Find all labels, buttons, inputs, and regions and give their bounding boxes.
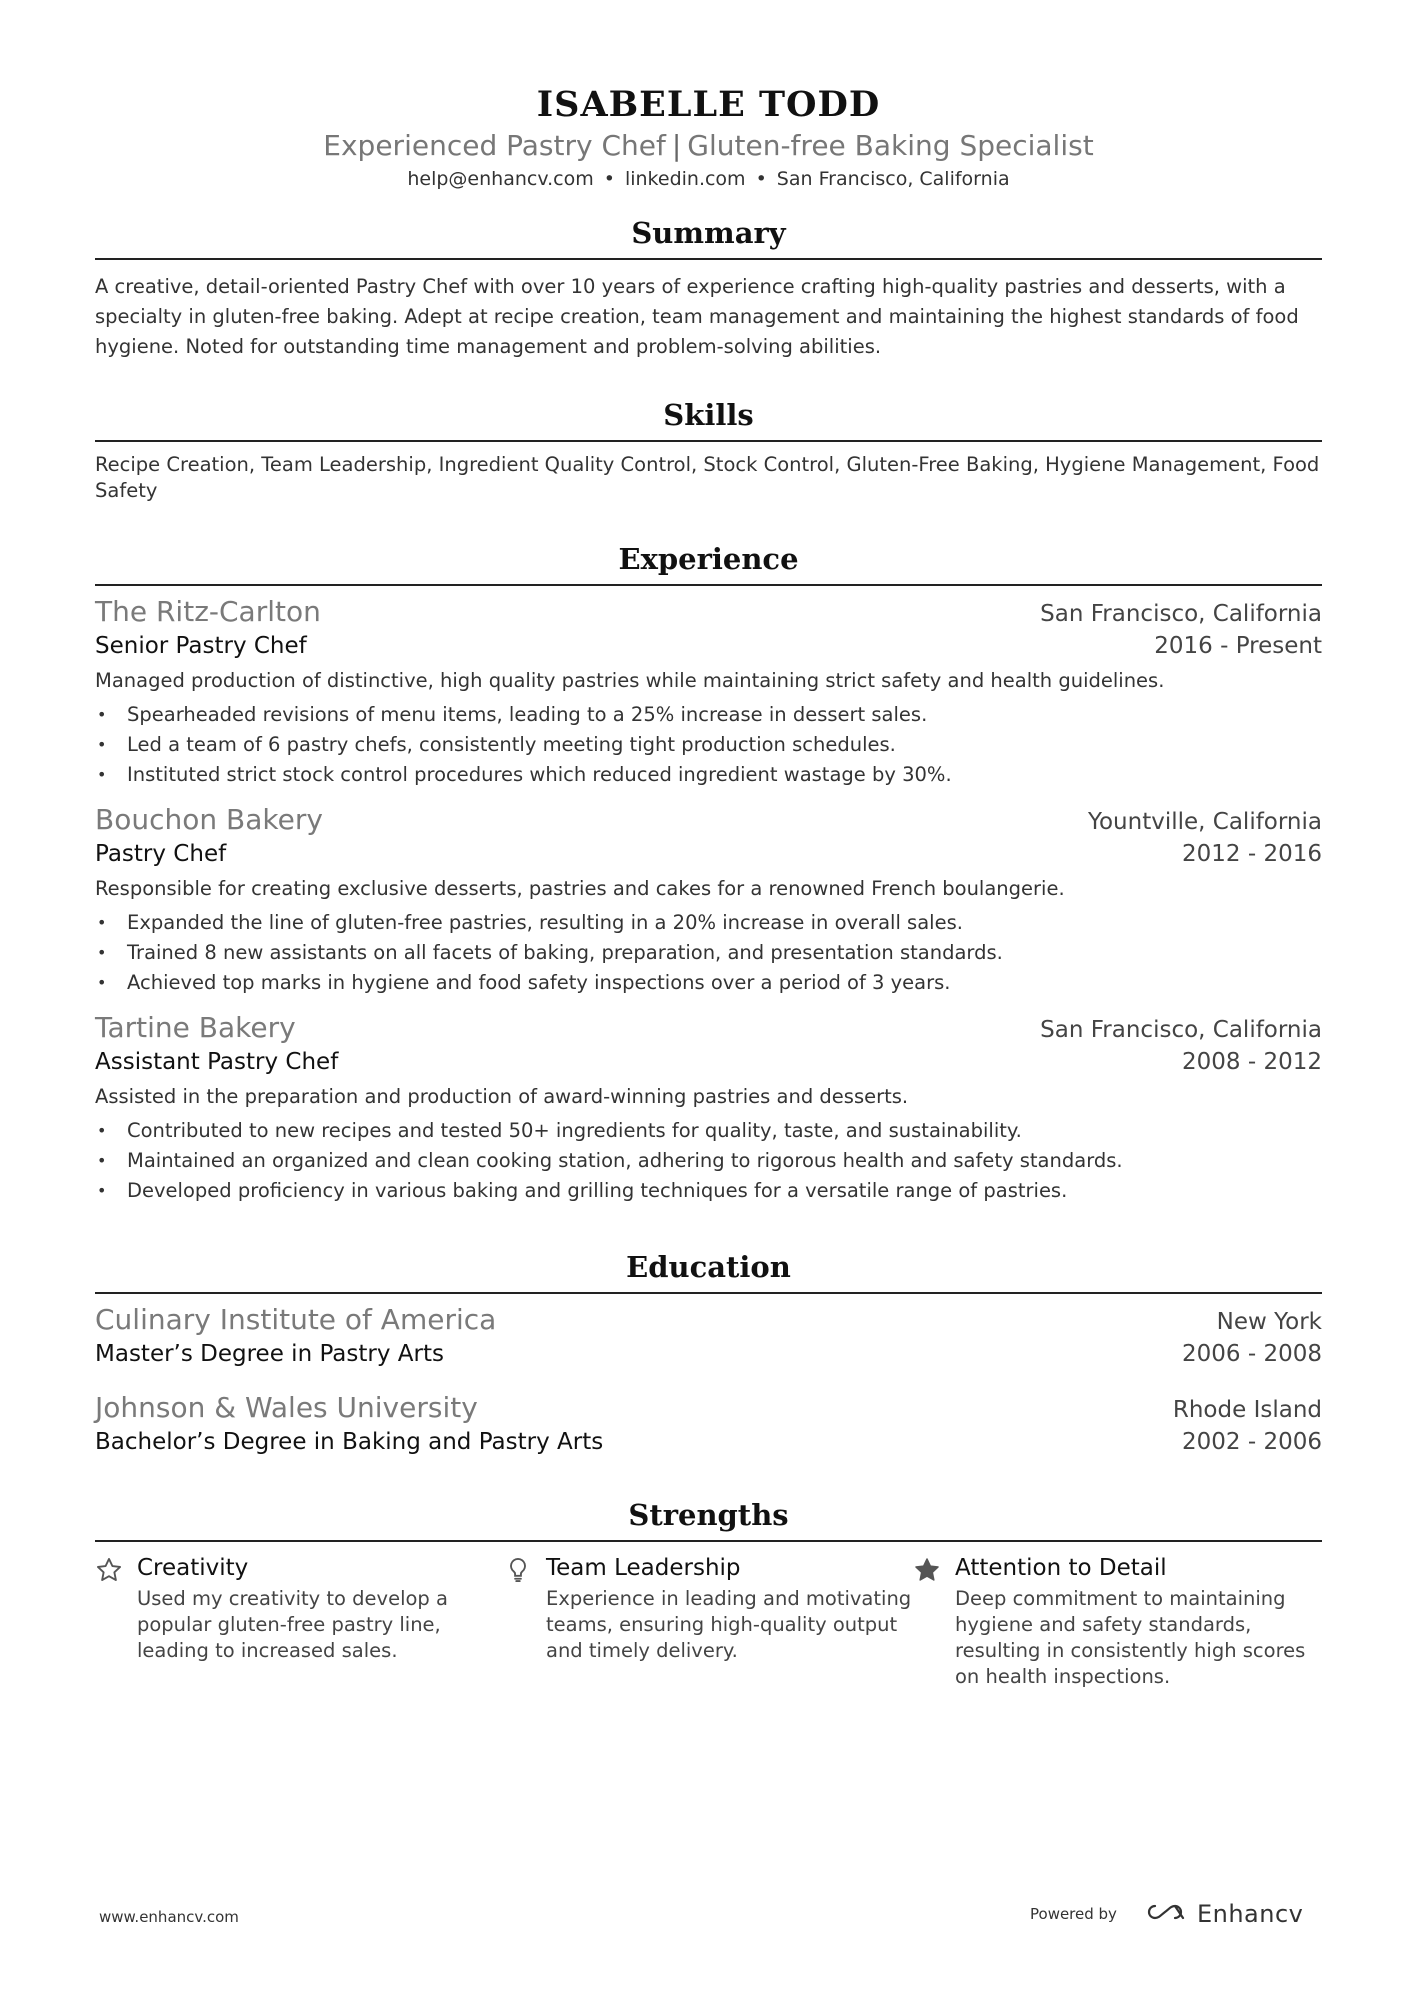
strengths-section <box>95 1496 1322 1690</box>
job-bullet: • Trained 8 new assistants on all facets of baking, preparation, and presentation standards. <box>95 938 1322 968</box>
skills-section <box>95 396 1322 504</box>
job-bullet: • Achieved top marks in hygiene and food safety inspections over a period of 3 years. <box>95 968 1322 998</box>
summary-section <box>95 214 1322 362</box>
section-title-experience: Experience <box>618 542 799 576</box>
strength-description: Deep commitment to maintaining hygiene and safety standards, resulting in consistently high scores on health inspections. <box>955 1587 1306 1688</box>
title-secondary: Gluten-free Baking Specialist <box>687 129 1094 162</box>
education-section <box>95 1248 1322 1458</box>
job-bullets <box>95 700 1322 790</box>
education-dates: 2002 - 2006 <box>1182 1429 1322 1455</box>
education-entry <box>95 1390 1322 1458</box>
degree-name: Master’s Degree in Pastry Arts <box>95 1341 444 1367</box>
job-bullet: • Spearheaded revisions of menu items, leading to a 25% increase in dessert sales. <box>95 700 1322 730</box>
school-name: Culinary Institute of America <box>95 1303 497 1336</box>
job-description: Managed production of distinctive, high quality pastries while maintaining strict safety and health guidelines. <box>95 669 1165 692</box>
job-dates: 2008 - 2012 <box>1182 1049 1322 1075</box>
job-location: San Francisco, California <box>1040 1017 1322 1043</box>
contact-location: San Francisco, California <box>776 168 1010 190</box>
contact-email[interactable]: help@enhancv.com <box>407 168 594 190</box>
job-bullet: • Maintained an organized and clean cooking station, adhering to rigorous health and safety standards. <box>95 1146 1322 1176</box>
contact-line <box>95 166 1322 192</box>
section-divider <box>95 258 1322 260</box>
resume-page <box>95 0 1322 1690</box>
footer-branding <box>1030 1900 1303 1928</box>
job-bullet: • Contributed to new recipes and tested 50+ ingredients for quality, taste, and sustainability. <box>95 1116 1322 1146</box>
company-name: Tartine Bakery <box>95 1011 296 1044</box>
skills-text: Recipe Creation, Team Leadership, Ingredient Quality Control, Stock Control, Gluten-Free Baking, Hygiene Management, Food Safety <box>95 453 1320 502</box>
section-title-education: Education <box>626 1250 791 1284</box>
job-bullet: • Developed proficiency in various baking and grilling techniques for a versatile range of pastries. <box>95 1176 1322 1206</box>
company-name: The Ritz-Carlton <box>95 595 321 628</box>
candidate-title <box>95 128 1322 164</box>
strength-item <box>504 1552 913 1690</box>
job-bullets <box>95 1116 1322 1206</box>
contact-dot: • <box>603 168 615 190</box>
strength-description: Experience in leading and motivating teams, ensuring high-quality output and timely delivery. <box>546 1587 912 1662</box>
degree-name: Bachelor’s Degree in Baking and Pastry Arts <box>95 1429 604 1455</box>
job-bullets <box>95 908 1322 998</box>
contact-linkedin[interactable]: linkedin.com <box>624 168 746 190</box>
job-description: Responsible for creating exclusive desserts, pastries and cakes for a renowned French boulangerie. <box>95 877 1065 900</box>
section-title-strengths: Strengths <box>628 1498 789 1532</box>
job-location: San Francisco, California <box>1040 601 1322 627</box>
brand-name[interactable]: Enhancv <box>1196 1900 1304 1928</box>
strength-item <box>95 1552 504 1690</box>
strength-title: Creativity <box>137 1555 249 1581</box>
section-title-summary: Summary <box>631 216 786 250</box>
school-location: New York <box>1216 1309 1322 1335</box>
job-location: Yountville, California <box>1087 809 1322 835</box>
job-dates: 2012 - 2016 <box>1182 841 1322 867</box>
title-primary: Experienced Pastry Chef <box>323 129 666 162</box>
experience-entry <box>95 1010 1322 1206</box>
school-location: Rhode Island <box>1172 1397 1322 1423</box>
section-divider <box>95 1292 1322 1294</box>
strength-item <box>913 1552 1322 1690</box>
job-dates: 2016 - Present <box>1154 633 1322 659</box>
job-role: Assistant Pastry Chef <box>95 1049 339 1075</box>
section-divider <box>95 440 1322 442</box>
job-description: Assisted in the preparation and production of award-winning pastries and desserts. <box>95 1085 909 1108</box>
star-filled-icon <box>913 1552 955 1690</box>
powered-by-label: Powered by <box>1030 1905 1117 1923</box>
strengths-grid <box>95 1552 1322 1690</box>
company-name: Bouchon Bakery <box>95 803 323 836</box>
job-bullet: • Instituted strict stock control procedures which reduced ingredient wastage by 30%. <box>95 760 1322 790</box>
strength-title: Team Leadership <box>546 1555 741 1581</box>
strength-title: Attention to Detail <box>955 1555 1167 1581</box>
star-outline-icon <box>95 1552 137 1690</box>
resume-header <box>95 0 1322 192</box>
summary-text: A creative, detail-oriented Pastry Chef with over 10 years of experience crafting high-quality pastries and desserts, with a specialty in gluten-free baking. Adept at recipe creation, team management and maintaining the highest standards of food hygiene. Noted for outstanding time management and problem-solving abilities. <box>95 275 1299 358</box>
job-bullet: • Led a team of 6 pastry chefs, consistently meeting tight production schedules. <box>95 730 1322 760</box>
contact-dot: • <box>755 168 767 190</box>
job-bullet: • Expanded the line of gluten-free pastries, resulting in a 20% increase in overall sales. <box>95 908 1322 938</box>
job-role: Senior Pastry Chef <box>95 633 307 659</box>
experience-section <box>95 540 1322 1206</box>
education-dates: 2006 - 2008 <box>1182 1341 1322 1367</box>
footer-website[interactable]: www.enhancv.com <box>99 1908 239 1926</box>
experience-entry <box>95 594 1322 790</box>
job-role: Pastry Chef <box>95 841 227 867</box>
lightbulb-icon <box>504 1552 546 1690</box>
enhancv-logo-icon <box>1141 1900 1189 1928</box>
section-divider <box>95 1540 1322 1542</box>
section-divider <box>95 584 1322 586</box>
section-title-skills: Skills <box>663 398 754 432</box>
education-entry <box>95 1302 1322 1370</box>
school-name: Johnson & Wales University <box>95 1391 478 1424</box>
strength-description: Used my creativity to develop a popular gluten-free pastry line, leading to increased sales. <box>137 1587 448 1662</box>
title-separator: | <box>671 129 682 162</box>
candidate-name: ISABELLE TODD <box>536 84 881 125</box>
experience-entry <box>95 802 1322 998</box>
